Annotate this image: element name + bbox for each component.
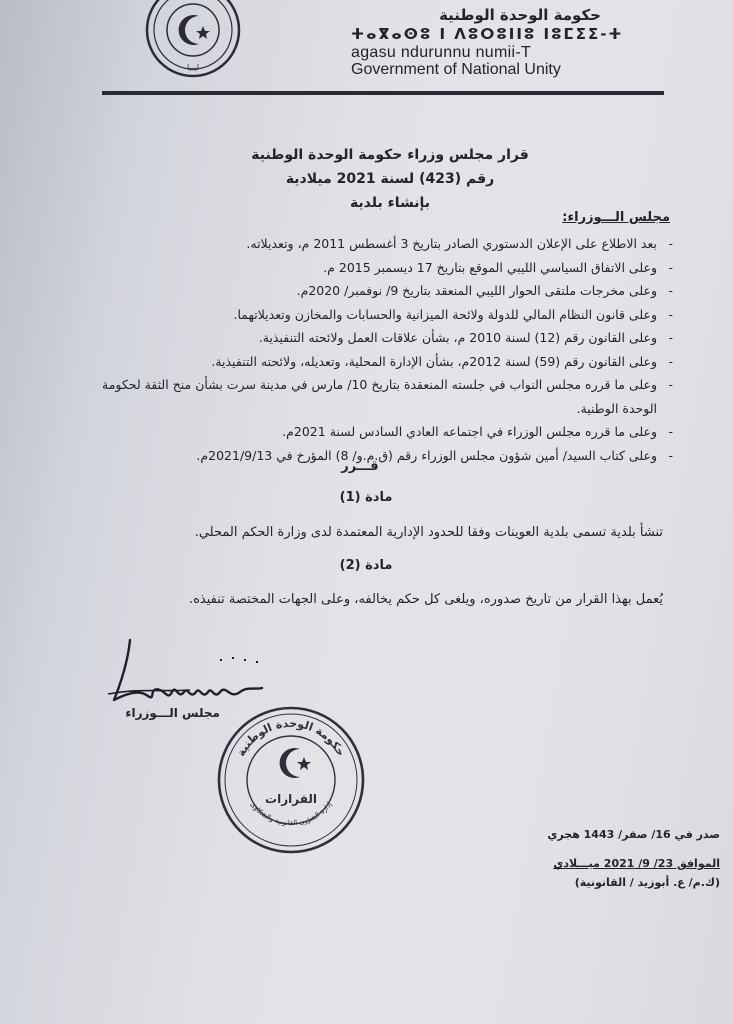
- stamp-outer-text: حكومة الوحدة الوطنية: [234, 716, 348, 759]
- clause: - وعلى قانون النظام المالي للدولة ولائحة الميزانية والحسابات والمخازن وتعديلاتهما.: [73, 303, 673, 327]
- clause: - وعلى مخرجات ملتقى الحوار الليبي المنعقد بتاريخ 9/ نوفمبر/ 2020م.: [73, 279, 673, 303]
- crescent-icon: [280, 748, 300, 778]
- decision-title: [140, 143, 640, 215]
- clause: - وعلى كتاب السيد/ أمين شؤون مجلس الوزراء رقم (ق.م.و/ 8) المؤرخ في 2021/9/13م.: [73, 444, 673, 468]
- article-2-text: يُعمل بهذا القرار من تاريخ صدوره، ويلغى كل حكم يخالفه، وعلى الجهات المختصة تنفيذه.: [188, 592, 663, 607]
- letterhead-english: Government of National Unity: [351, 61, 561, 78]
- svg-text:حكومة الوحدة الوطنية: [234, 717, 347, 759]
- reference-footer: (ك.م/ ع. أبوزيد / القانونية): [574, 876, 720, 889]
- government-seal-icon: [143, 0, 243, 80]
- clause: - وعلى القانون رقم (59) لسنة 2012م، بشأن الإدارة المحلية، وتعديله، ولائحته التنفيذية.: [73, 350, 673, 374]
- clause: - بعد الاطلاع على الإعلان الدستوري الصادر بتاريخ 3 أغسطس 2011 م، وتعديلاته.: [73, 232, 673, 256]
- signature-label: مجلس الـــوزراء: [125, 706, 220, 720]
- letterhead-arabic: حكومة الوحدة الوطنية: [439, 6, 601, 24]
- article-1-text: تنشأ بلدية تسمى بلدية العوينات وفقا للحدود الإدارية المعتمدة لدى وزارة الحكم المحلي.: [194, 525, 663, 540]
- stamp-bottom-text: إدارة الشؤون القانونية والشكاوى: [248, 800, 334, 828]
- letterhead: [351, 6, 681, 79]
- star-icon: [297, 757, 311, 770]
- title-line-2: رقم (423) لسنة 2021 ميلادية: [285, 171, 495, 187]
- council-label: مجلس الـــوزراء:: [562, 210, 670, 225]
- article-2-title: مادة (2): [339, 558, 393, 573]
- letterhead-tifinagh: ⵜⴰⴳⴰⵙⵓ ⵏ ⴷⵓⵔⵓⵏⵏⵓ ⵏⵓⵎⵉⵉ-ⵜ: [351, 25, 624, 43]
- seal-lower-text: ليبيا: [186, 63, 200, 72]
- letterhead-amazigh-latin: agasu ndurunnu numii-T: [351, 44, 532, 61]
- issued-date: صدر في 16/ صفر/ 1443 هجري: [547, 828, 720, 841]
- title-line-1: قرار مجلس وزراء حكومة الوحدة الوطنية: [251, 147, 529, 163]
- title-line-3: بإنشاء بلدية: [349, 195, 431, 211]
- clause: - وعلى ما قرره مجلس النواب في جلسته المنعقدة بتاريخ 10/ مارس في مدينة سرت بشأن منح الثقة لحكومة الوحدة الوطنية.: [73, 373, 673, 420]
- decided-heading: قـــرر: [341, 459, 379, 474]
- clause: - وعلى ما قرره مجلس الوزراء في اجتماعه العادي السادس لسنة 2021م.: [73, 420, 673, 444]
- stamp-center-text: القرارات: [265, 792, 317, 806]
- corresponding-date: الموافق 23/ 9/ 2021 ميـــلادي: [553, 857, 720, 870]
- clause: - وعلى الاتفاق السياسي الليبي الموقع بتاريخ 17 ديسمبر 2015 م.: [73, 256, 673, 280]
- official-stamp: [216, 705, 366, 855]
- article-1-title: مادة (1): [339, 490, 393, 505]
- header-divider: [102, 91, 664, 95]
- preamble-clauses: [73, 232, 673, 467]
- clause: - وعلى القانون رقم (12) لسنة 2010 م، بشأن علاقات العمل ولائحته التنفيذية.: [73, 326, 673, 350]
